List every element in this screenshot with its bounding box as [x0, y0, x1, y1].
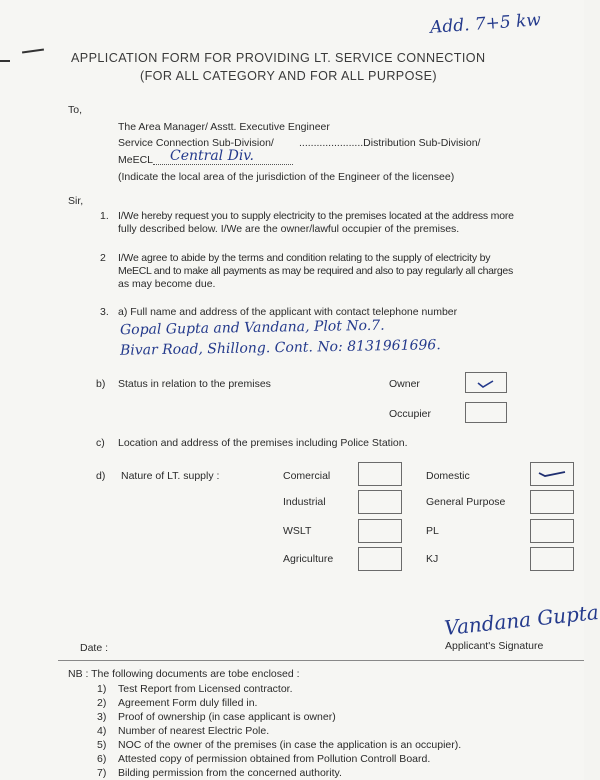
divider [58, 660, 584, 661]
wslt-label: WSLT [283, 525, 312, 537]
item-1-number: 1. [100, 210, 109, 222]
item-3b-label: Status in relation to the premises [118, 378, 271, 390]
doc-number: 2) [97, 697, 107, 709]
item-2-line-3: as may become due. [118, 278, 216, 290]
address-line-3-dots [153, 164, 293, 165]
doc-item: Agreement Form duly filled in. [118, 697, 258, 709]
nb-heading: NB : The following documents are tobe enclosed : [68, 668, 300, 680]
check-mark-icon [531, 463, 573, 485]
general-purpose-checkbox[interactable] [530, 490, 574, 514]
doc-number: 6) [97, 753, 107, 765]
kj-checkbox[interactable] [530, 547, 574, 571]
general-purpose-label: General Purpose [426, 496, 506, 508]
owner-label: Owner [389, 378, 420, 390]
sir-label: Sir, [68, 195, 84, 207]
doc-item: Bilding permission from the concerned authority. [118, 767, 342, 779]
occupier-checkbox[interactable] [465, 402, 507, 423]
owner-checkbox[interactable] [465, 372, 507, 393]
item-2-line-2: MeECL and to make all payments as may be required and also to pay regularly all charges [118, 265, 513, 277]
item-1-line-1: I/We hereby request you to supply electricity to the premises located at the address more [118, 210, 514, 222]
item-3c-label: Location and address of the premises including Police Station. [118, 437, 408, 449]
check-mark-icon [466, 373, 506, 392]
address-line-3-handwriting: Central Div. [170, 148, 255, 164]
date-label: Date : [80, 642, 109, 654]
doc-item: Number of nearest Electric Pole. [118, 725, 270, 737]
occupier-label: Occupier [389, 408, 432, 420]
pen-mark [0, 60, 10, 62]
corner-note: Add. 7+5 kw [429, 10, 542, 38]
industrial-checkbox[interactable] [358, 490, 402, 514]
item-3d-label: Nature of LT. supply : [121, 470, 220, 482]
doc-number: 4) [97, 725, 107, 737]
address-line-3-label: MeECL [118, 154, 154, 166]
agriculture-label: Agriculture [283, 553, 334, 565]
item-3-number: 3. [100, 306, 109, 318]
item-3a-label: a) Full name and address of the applicant with contact telephone number [118, 306, 458, 318]
doc-number: 7) [97, 767, 107, 779]
form-title: APPLICATION FORM FOR PROVIDING LT. SERVICE CONNECTION [71, 51, 486, 65]
doc-number: 3) [97, 711, 107, 723]
item-2-line-1: I/We agree to abide by the terms and condition relating to the supply of electricity by [118, 252, 491, 264]
industrial-label: Industrial [283, 496, 326, 508]
domestic-label: Domestic [426, 470, 470, 482]
to-label: To, [68, 104, 83, 116]
form-subtitle: (FOR ALL CATEGORY AND FOR ALL PURPOSE) [140, 69, 438, 83]
doc-item: Attested copy of permission obtained from Pollution Controll Board. [118, 753, 431, 765]
item-1-line-2: fully described below. I/We are the owner/lawful occupier of the premises. [118, 223, 460, 235]
item-3c-letter: c) [96, 437, 105, 449]
doc-item: NOC of the owner of the premises (in case the application is an occupier). [118, 739, 462, 751]
pl-label: PL [426, 525, 439, 537]
domestic-checkbox[interactable] [530, 462, 574, 486]
address-line-2b: ......................Distribution Sub-Division/ [299, 137, 481, 149]
agriculture-checkbox[interactable] [358, 547, 402, 571]
wslt-checkbox[interactable] [358, 519, 402, 543]
item-3b-letter: b) [96, 378, 106, 390]
doc-number: 1) [97, 683, 107, 695]
applicant-address-handwriting: Bivar Road, Shillong. Cont. No: 8131961696. [119, 337, 441, 359]
applicant-name-handwriting: Gopal Gupta and Vandana, Plot No.7. [119, 317, 385, 339]
address-line-1: The Area Manager/ Asstt. Executive Engineer [118, 121, 330, 133]
doc-item: Proof of ownership (in case applicant is owner) [118, 711, 336, 723]
applicant-signature-handwriting: Vandana Gupta [443, 599, 600, 641]
applicant-signature-label: Applicant's Signature [445, 640, 544, 652]
jurisdiction-note: (Indicate the local area of the jurisdiction of the Engineer of the licensee) [118, 171, 455, 183]
doc-number: 5) [97, 739, 107, 751]
comercial-label: Comercial [283, 470, 331, 482]
comercial-checkbox[interactable] [358, 462, 402, 486]
doc-item: Test Report from Licensed contractor. [118, 683, 293, 695]
kj-label: KJ [426, 553, 439, 565]
address-line-2a: Service Connection Sub-Division/ [118, 137, 274, 149]
pl-checkbox[interactable] [530, 519, 574, 543]
item-2-number: 2 [100, 252, 106, 264]
item-3d-letter: d) [96, 470, 106, 482]
pen-mark [22, 48, 44, 53]
